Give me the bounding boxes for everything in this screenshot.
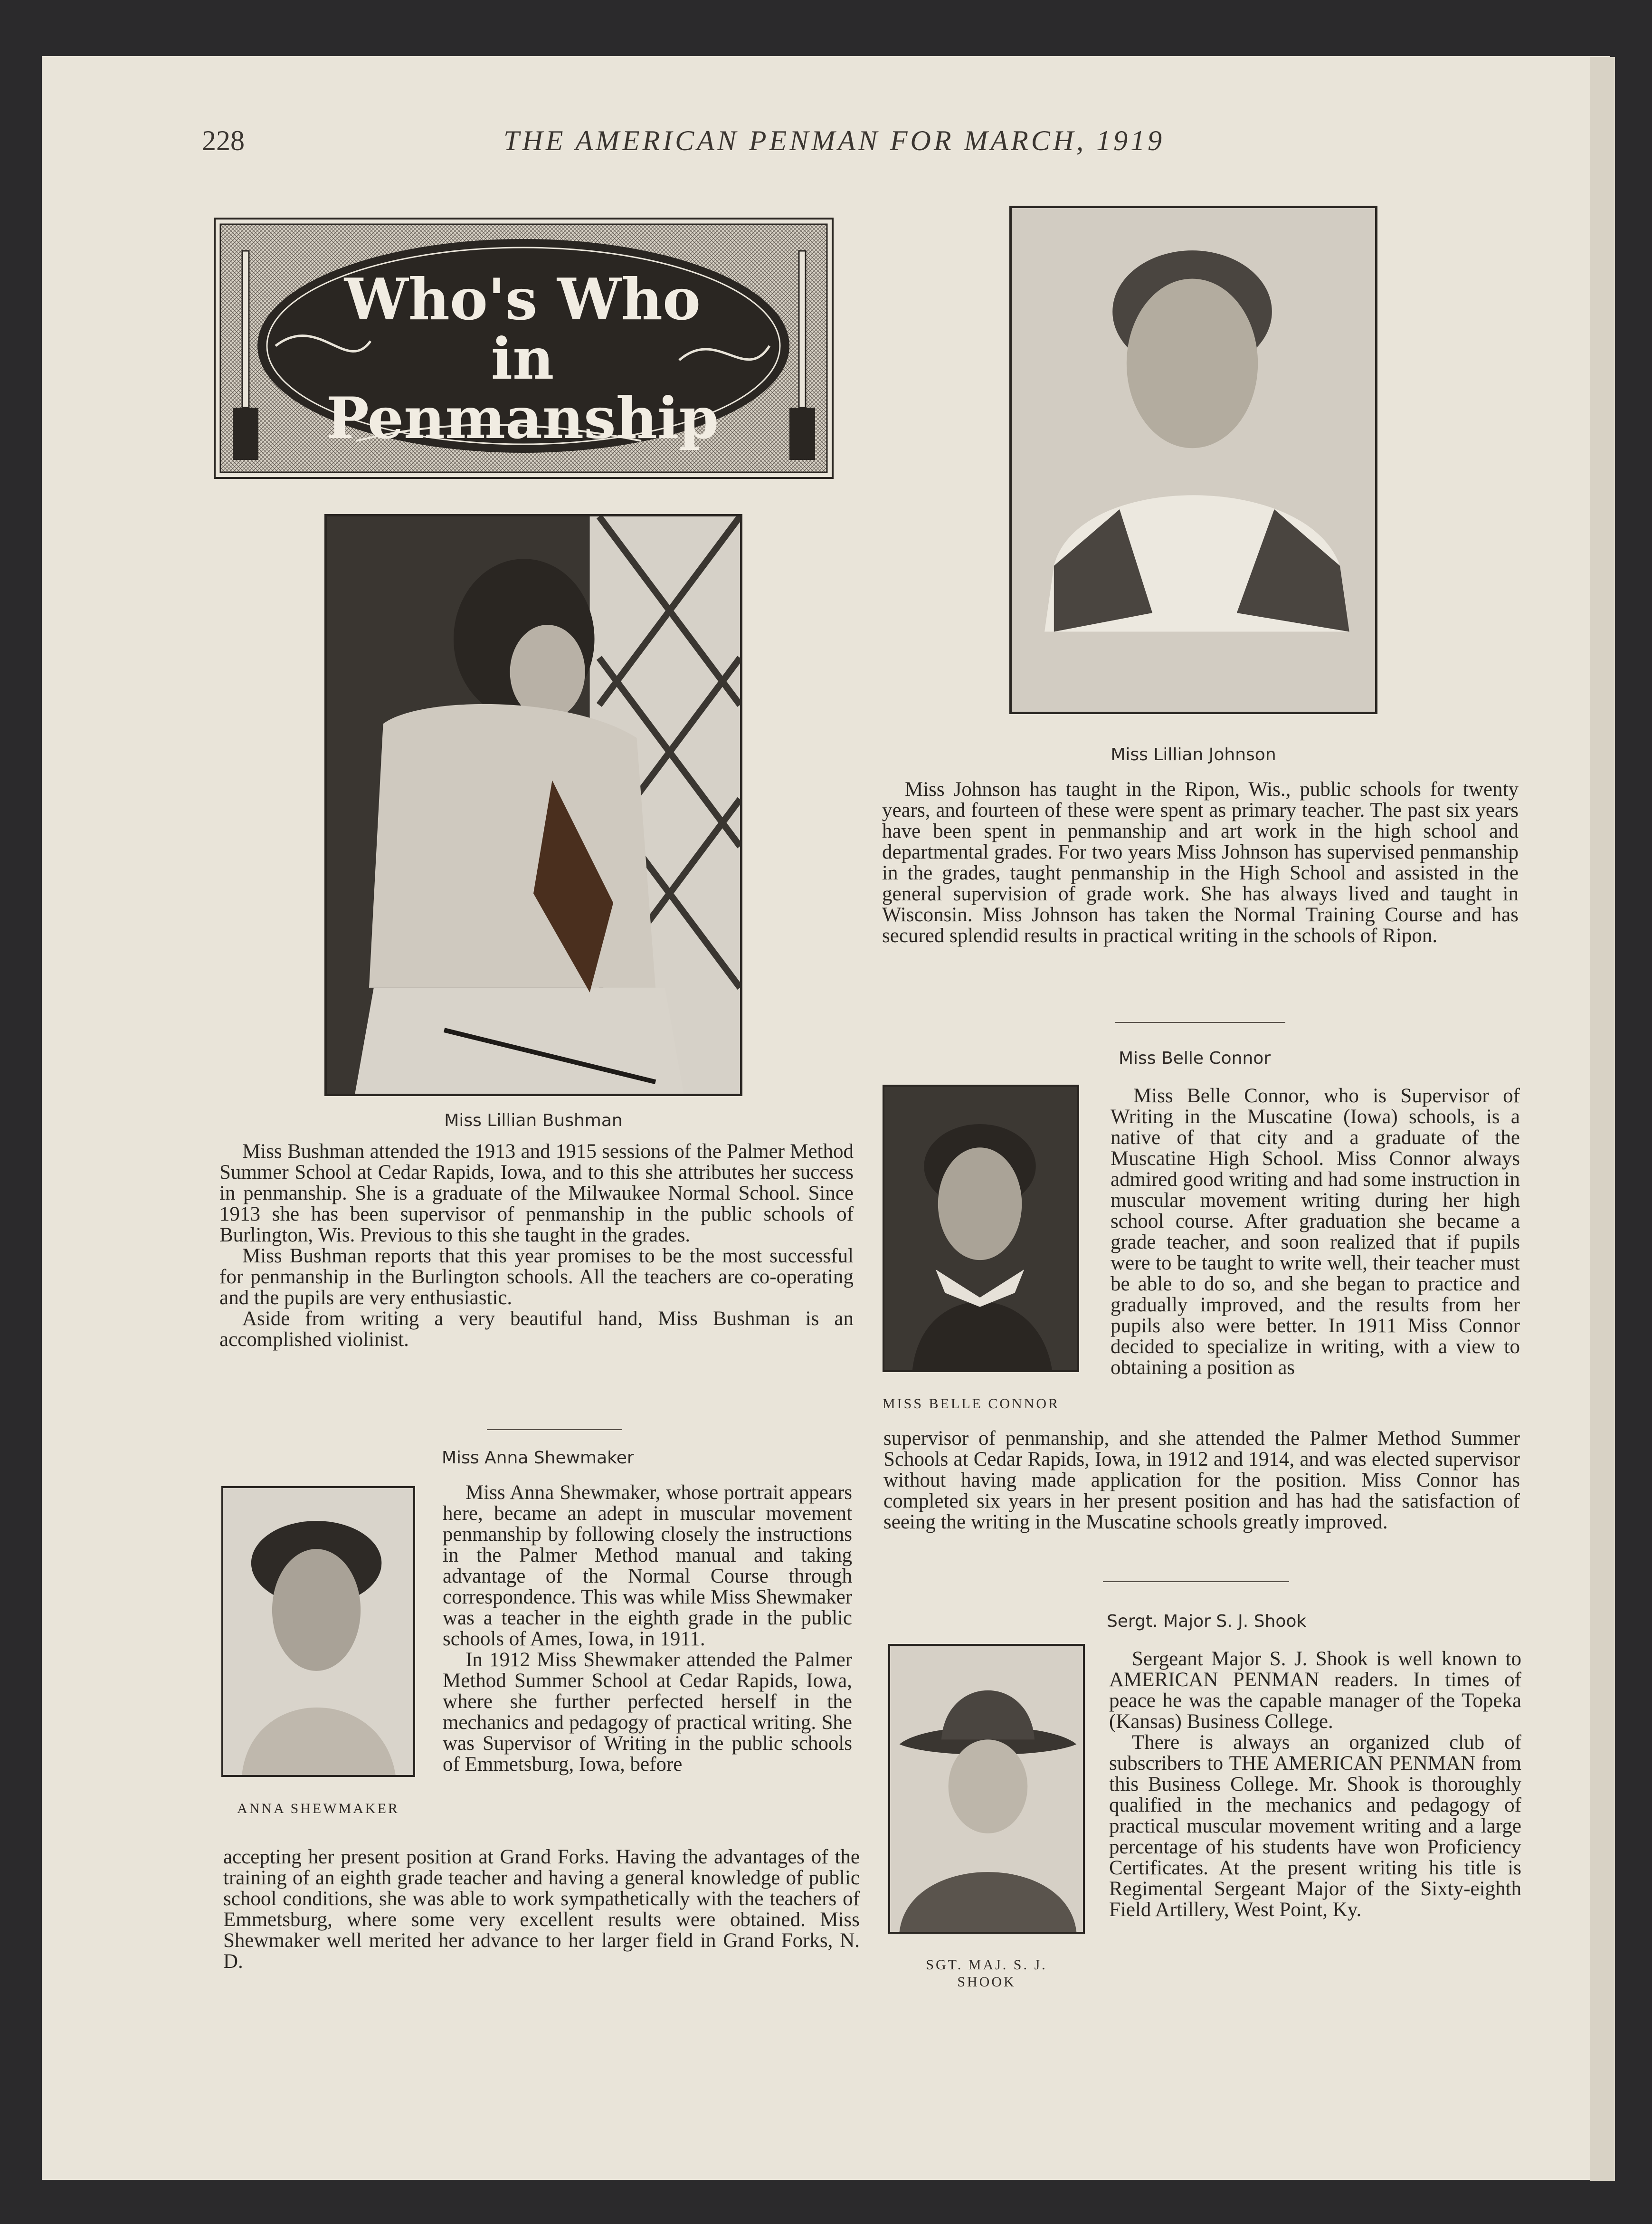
page-number: 228: [202, 125, 245, 156]
johnson-paragraph: Miss Johnson has taught in the Ripon, Wis., public schools for twenty years, and fourteen of these were spent as primary teacher. The past six years have been spent in penmanship and art work in the high school and departmental grades. For two years Miss Johnson has supervised penmanship in the grades, taught penmanship in the High School and assisted in the general supervision of grade work. She has always lived and taught in Wisconsin. Miss Johnson has taken the Normal Training Course and has secured splendid results in practical writing in the schools of Ripon.: [882, 778, 1519, 947]
connor-photo-caption: MISS BELLE CONNOR: [883, 1396, 1060, 1412]
shook-photo-caption: [888, 1957, 1085, 1991]
connor-article-full: [883, 1428, 1520, 1533]
bushman-paragraph-2: Miss Bushman reports that this year promises to be the most successful for penmanship in the Burlington schools. All the teachers are co-operating and the pupils are very enthusiastic.: [219, 1245, 854, 1309]
bushman-photo: [324, 514, 742, 1096]
shewmaker-paragraph-2-start: In 1912 Miss Shewmaker attended the Palmer Method Summer School at Cedar Rapids, Iowa, where she further perfected herself in the mechanics and pedagogy of practical writing. She was Supervisor of Writing in the public schools of Emmetsburg, Iowa, before: [443, 1649, 852, 1775]
banner-title-line2: Penmanship: [326, 385, 719, 452]
connor-paragraph-start: Miss Belle Connor, who is Supervisor of Writing in the Muscatine (Iowa) schools, is a native of that city and a graduate of the Muscatine High School. Miss Connor always admired good writing and had some instruction in muscular movement writing during her high school course. After graduation she became a grade teacher, and soon realized that if pupils were to be taught to write well, their teacher must be able to do so, and she began to practice and gradually improved, and the results from her pupils also were better. In 1911 Miss Connor decided to specialize in writing, with a view to obtaining a position as: [1111, 1085, 1520, 1379]
bushman-article: [219, 1141, 854, 1350]
johnson-caption: Miss Lillian Johnson: [1111, 745, 1276, 764]
johnson-photo-image: [1012, 208, 1375, 712]
connor-paragraph-end: supervisor of penmanship, and she attended the Palmer Method Summer Schools at Cedar Rapids, Iowa, in 1912 and 1914, and was elected supervisor without having made application for the position. Miss Connor has completed six years in her present position and has had the satisfaction of seeing the writing in the Muscatine schools greatly improved.: [883, 1427, 1520, 1533]
shewmaker-photo: [221, 1486, 415, 1777]
section-divider: [487, 1429, 622, 1430]
shewmaker-paragraph-2-end: accepting her present position at Grand Forks. Having the advantages of the training of an eighth grade teacher and having a general knowledge of public school conditions, she was able to work sympathetically with the teachers of Emmetsburg, where some very excellent results were obtained. Miss Shewmaker well merited her advance to her larger field in Grand Forks, N. D.: [223, 1846, 860, 1973]
section-divider: [1103, 1581, 1289, 1582]
connor-heading: Miss Belle Connor: [1119, 1049, 1271, 1068]
shook-photo-caption-line1: SGT. MAJ. S. J.: [926, 1957, 1047, 1973]
shook-paragraph-2: There is always an organized club of subscribers to THE AMERICAN PENMAN from this Business College. Mr. Shook is thoroughly qualified in the mechanics and pedagogy of practical muscular movement writing and a large percentage of his students have won Proficiency Certificates. At the present writing his title is Regimental Sergeant Major of the Sixty-eighth Field Artillery, West Point, Ky.: [1109, 1731, 1521, 1921]
bushman-paragraph-3: Aside from writing a very beautiful hand, Miss Bushman is an accomplished violinist.: [219, 1308, 854, 1351]
bushman-caption: Miss Lillian Bushman: [444, 1111, 623, 1130]
bushman-photo-image: [327, 516, 740, 1094]
section-divider: [1115, 1022, 1285, 1023]
shook-photo: [888, 1644, 1085, 1934]
shook-article: [1109, 1649, 1521, 1920]
shewmaker-article-side: [443, 1482, 852, 1775]
shook-photo-caption-line2: SHOOK: [957, 1974, 1016, 1990]
banner-title-line1: Who's Who in: [344, 266, 701, 392]
bushman-paragraph-1: Miss Bushman attended the 1913 and 1915 sessions of the Palmer Method Summer School at Cedar Rapids, Iowa, and to this she attributes her success in penmanship. She is a graduate of the Milwaukee Normal School. Since 1913 she has been supervisor of penmanship in the public schools of Burlington, Wis. Previous to this she taught in the grades.: [219, 1140, 854, 1246]
shook-heading: Sergt. Major S. J. Shook: [1107, 1612, 1307, 1631]
shook-paragraph-1: Sergeant Major S. J. Shook is well known to AMERICAN PENMAN readers. In times of peace he was the capable manager of the Topeka (Kansas) Business College.: [1109, 1648, 1521, 1733]
johnson-photo: [1009, 206, 1377, 714]
shewmaker-heading: Miss Anna Shewmaker: [442, 1448, 634, 1468]
banner-title: [313, 266, 731, 452]
shewmaker-article-full: [223, 1847, 860, 1972]
connor-photo: [883, 1085, 1079, 1372]
shook-photo-image: [890, 1646, 1083, 1932]
whos-who-banner: [214, 218, 834, 479]
johnson-article: [882, 779, 1519, 946]
shewmaker-paragraph-1: Miss Anna Shewmaker, whose portrait appears here, became an adept in muscular movement penmanship by following closely the instructions in the Palmer Method manual and taking advantage of the Normal Course through correspondence. This was while Miss Shewmaker was a teacher in the eighth grade in the public schools of Ames, Iowa, in 1911.: [443, 1481, 852, 1650]
connor-article-side: [1111, 1086, 1520, 1378]
shewmaker-photo-image: [223, 1488, 413, 1775]
page-edge: [1590, 57, 1615, 2181]
shewmaker-photo-caption: ANNA SHEWMAKER: [237, 1801, 399, 1816]
running-title: THE AMERICAN PENMAN FOR MARCH, 1919: [503, 125, 1165, 156]
connor-photo-image: [884, 1087, 1077, 1370]
